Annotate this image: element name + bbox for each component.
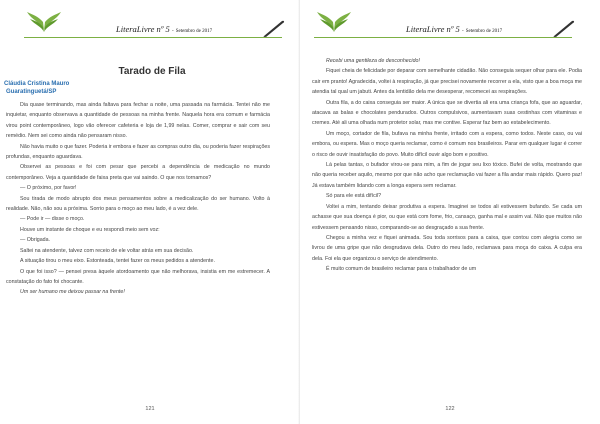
paragraph: — Pode ir — disse o moço. — [20, 216, 85, 223]
paragraph: Observei as pessoas e foi com pesar que percebi a dependência de medicação no mundo contemporâneo. Veja a quantidade de faixa preta que vai saindo. O que nos tornamos? — [6, 164, 270, 181]
magazine-brand — [406, 24, 502, 34]
header-separator: - — [461, 29, 464, 34]
paragraph: Lá pelas tantas, o bufador virou-se para mim, a fim de jogar seu lixo tóxico. Bufei de volta, mostrando que não queria receber aquilo, mesmo por que não acho que reclamação vai fazer a fila andar mais rápido. Quero paz! Já estava também lidando com a longa espera sem reclamar. — [312, 162, 582, 189]
paragraph: — O próximo, por favor! — [20, 185, 77, 192]
paragraph: Recebi uma gentileza de desconhecido! — [326, 58, 420, 64]
page-number: 121 — [145, 406, 155, 412]
brand-name: LiteraLivre — [406, 24, 445, 34]
paragraph: — Obrigada. — [20, 237, 51, 244]
right-page — [300, 0, 600, 424]
page-header — [314, 6, 576, 40]
header-rule — [24, 37, 282, 38]
paragraph: Chegou a minha vez e fiquei animada. Sou toda sorrisos para a caixa, que contou com alegria como se livrou de uma gripe que não desgrudava dela. Outro do meu lado, reclamava para moça do caixa. A culpa era dela. Foi ela que organizou o serviço de atendimento. — [312, 234, 582, 262]
issue-number: nº 5 — [156, 24, 170, 34]
issue-date: Setembro de 2017 — [465, 29, 503, 34]
paragraph: Houve um instante de choque e eu respondi meio sem voz: — [20, 226, 160, 233]
paragraph: Um moço, cortador de fila, bufava na minha frente, irritado com a espera, como todos. Neste caso, ou vai embora, ou espera. Mas o moço queria reclamar, como é comum nos brasileiros. Parar em qualquer lugar é correr o risco de ouvir insatisfação do povo. Muito difícil ouvir algo bom e positivo. — [312, 130, 582, 158]
quill-pen-icon — [552, 18, 576, 38]
paragraph: A situação tirou o meu eixo. Estonteada, tentei fazer os meus pedidos a atendente. — [20, 258, 215, 265]
author-city: Guaratinguetá/SP — [6, 89, 57, 95]
issue-date: Setembro de 2017 — [175, 29, 213, 34]
quill-pen-icon — [262, 18, 286, 38]
paragraph: Dia quase terminando, mas ainda faltava para fechar a noite, uma passada na farmácia. Tentei não me inquietar, enquanto observava a quantidade de pessoas na minha frente. Naquela hora era comum e farmácia virou point contemporâneo, logo vão oferecer cafeteria e loja de 1,99 nelas. Comer, comprar e sair com seu remédio. Nem sei como ainda não pensaram nisso. — [6, 102, 270, 140]
magazine-brand — [116, 24, 212, 34]
page-number: 122 — [445, 406, 455, 412]
paragraph: É muito comum de brasileiro reclamar para o trabalhador de um — [326, 266, 477, 273]
header-rule — [314, 37, 572, 38]
page-header — [24, 6, 286, 40]
paragraph: Fiquei cheia de felicidade por deparar com semelhante cidadão. Não conseguia sequer olhar para ele. Podia cair em pranto! Agradecida, voltei à respiração, já que precisei novamente recorrer a ela, visto que a boa moça me atendia tal qual um jabuti. Antes da lentidão dela me desesperar, recomecei as respirações. — [312, 68, 582, 96]
paragraph: Só para ele está difícil? — [326, 193, 382, 200]
article-body — [312, 56, 582, 275]
paragraph: Não havia muito o que fazer. Poderia ir embora e fazer as compras outro dia, ou poderia fazer respirações profundas, enquanto aguardava. — [6, 143, 270, 161]
paragraph: O que foi isso? — pensei presa àquele atordoamento que não melhorava, insistia em me estremecer. A constatação do fato foi chocante. — [6, 268, 270, 285]
green-wings-logo-icon — [26, 8, 62, 34]
article-title: Tarado de Fila — [118, 66, 186, 77]
paragraph: Voltei a mim, tentando deixar produtiva a espera. Imaginei se todos ali estivessem bufando. Se cada um achasse que sua doença é pior, ou que está com fome, frio, cansaço, ganha mal e assim vai. Não que muitos não estivessem pensando nisso, comparando-se ao desgraçado a sua frente. — [312, 203, 582, 231]
author-name: Cláudia Cristina Mauro — [4, 81, 70, 87]
header-separator: - — [171, 29, 174, 34]
green-wings-logo-icon — [316, 8, 352, 34]
paragraph: Saltei na atendente, talvez com receio de ele voltar atrás em sua decisão. — [20, 247, 194, 254]
paragraph: Sou tirada de modo abrupto dos meus pensamentos sobre a medicalização do ser humano. Volto à realidade. Não, não sou a próxima. Sorrio para o moço ao meu lado, é a vez dele. — [6, 195, 270, 213]
article-body — [6, 100, 270, 298]
paragraph: Outra fila, a do caixa conseguia ser maior. A única que se divertia ali era uma criança fofa, que ao aguardar, atacava as balas e chocolates pendurados. Outros compulsivos, aumentavam suas cestinhas com vitaminas e cremes. Até ali uma olhada num protetor solar, mas me contive. Esperar faz bem ao estabelecimento. — [312, 99, 582, 127]
issue-number: nº 5 — [446, 24, 460, 34]
brand-name: LiteraLivre — [116, 24, 155, 34]
paragraph: Um ser humano me deixou passar na frente! — [20, 289, 125, 296]
